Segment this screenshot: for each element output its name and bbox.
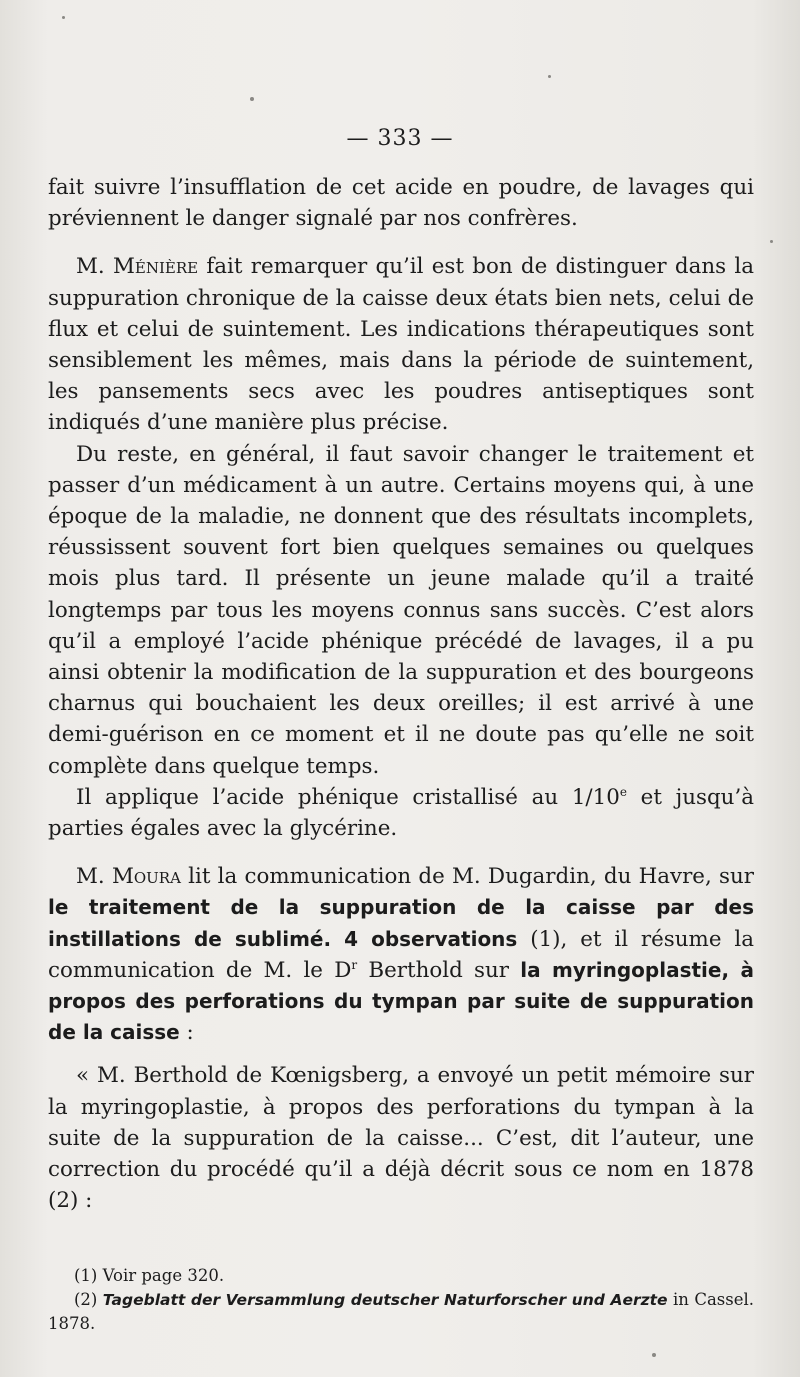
speaker-prefix: M. (76, 254, 113, 280)
paper-speck (250, 97, 254, 101)
paragraph-text: Il applique l’acide phénique cristallisé au 1/10 (76, 784, 620, 810)
footnote-number: (2) (74, 1290, 103, 1309)
speaker-prefix: M. (76, 864, 112, 890)
footnote-text: in Cassel. 1878. (48, 1290, 754, 1333)
superscript: r (351, 957, 358, 972)
paper-speck (652, 1353, 656, 1357)
paragraph-berthold: « M. Berthold de Kœnigsberg, a envoyé un petit mémoire sur la myringoplastie, à propos des perforations du tympan à la suite de la suppuration de la caisse... C’est, dit l’auteur, une correction du procédé qu’il a déjà décrit sous ce nom en 1878 (2) : (48, 1063, 754, 1214)
bold-title: le traitement de la suppuration de la caisse par des instillations de sublimé. 4 observations (48, 895, 754, 951)
paragraph-1: fait suivre l’insufflation de cet acide en poudre, de lavages qui préviennent le danger signalé par nos confrères. (48, 175, 754, 232)
paragraph-text: Berthold sur (357, 957, 521, 983)
speaker-name: Ménière (112, 254, 199, 280)
paragraph-3: Du reste, en général, il faut savoir changer le traitement et passer d’un médicament à un autre. Certains moyens qui, à une époque de la maladie, ne donnent que des résultats incomplets, réussissent souvent fort bien quelques semaines ou quelques mois plus tard. Il présente un jeune malade qu’il a traité longtemps par tous les moyens connus sans succès. C’est alors qu’il a employé l’acide phénique précédé de lavages, il a pu ainsi obtenir la modification de la suppuration et des bourgeons charnus qui bouchaient les deux oreilles; il est arrivé à une demi-guérison en ce moment et il ne doute pas qu’elle ne soit complète dans quelque temps. (48, 441, 754, 779)
superscript: e (619, 784, 627, 799)
paragraph-text: et jusqu’à parties égales avec la glycérine. (48, 784, 755, 842)
paragraph-moura (48, 861, 754, 1048)
paragraph-text: : (179, 1020, 194, 1046)
footnote-2 (48, 1288, 754, 1336)
speaker-name: Moura (111, 864, 181, 890)
paragraph-text: lit la communication de M. Dugardin, du Havre, sur (180, 864, 754, 890)
footnote-title: Tageblatt der Versammlung deutscher Naturforscher und Aerzte (102, 1291, 668, 1309)
paragraph-text: (1), et il résume la communication de M. le D (48, 926, 754, 983)
paper-speck (770, 240, 773, 243)
paragraph-text: fait remarquer qu’il est bon de distinguer dans la suppuration chronique de la caisse deux états bien nets, celui de flux et celui de suintement. Les indications thérapeutiques sont sensiblement les mêmes, mais dans la période de suintement, les pansements secs avec les poudres antiseptiques sont indiqués d’une manière plus précise. (48, 254, 754, 436)
page-number: — 333 — (346, 126, 454, 151)
footnote-1: (1) Voir page 320. (74, 1266, 225, 1285)
paper-speck (548, 75, 551, 78)
body-text (48, 172, 754, 1217)
paragraph-meniere (48, 251, 754, 438)
paper-speck (62, 16, 65, 19)
footnotes (48, 1264, 754, 1336)
paragraph-4 (48, 782, 754, 844)
bold-title: la myringoplastie, à propos des perforations du tympan par suite de suppuration de la caisse (48, 957, 754, 1045)
